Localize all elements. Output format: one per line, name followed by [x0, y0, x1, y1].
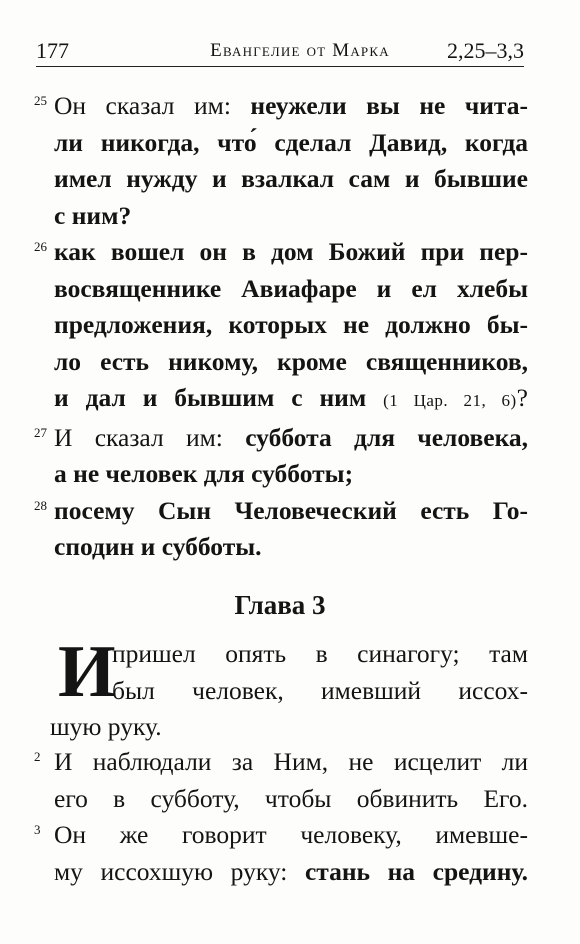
book-title: Евангелие от Марка — [210, 40, 390, 61]
verse-line: шую руку. — [50, 712, 162, 741]
chapter-verse-range: 2,25–3,3 — [447, 38, 524, 63]
scripture-reference: (1 Цар. 21, 6) — [383, 391, 517, 410]
verse-3 — [32, 817, 528, 890]
verse-line: его в субботу, чтобы обвинить Его. — [54, 783, 528, 813]
verse-line: И сказал им: суббота для человека, — [54, 422, 528, 452]
verse-line: восвященнике Авиафаре и ел хлебы — [54, 273, 528, 303]
verse-line: и дал и бывшим с ним (1 Цар. 21, 6)? — [54, 383, 528, 412]
verse-line: а не человек для субботы; — [54, 459, 354, 488]
chapter3-verse-1 — [50, 631, 528, 746]
verse-number: 27 — [34, 424, 47, 440]
verse-line: пришел опять в синагогу; там — [112, 639, 528, 668]
verse-27 — [32, 420, 528, 493]
verse-26 — [32, 234, 528, 420]
verse-line: И наблюдали за Ним, не исцелит ли — [54, 747, 528, 776]
verse-number: 28 — [34, 497, 47, 513]
running-header — [36, 36, 524, 67]
verse-line: му иссохшую руку: стань на средину. — [54, 856, 528, 886]
verses-block — [32, 88, 528, 566]
verse-28 — [32, 493, 528, 566]
verse-line: Он же говорит человеку, имевше- — [54, 820, 528, 849]
verse-line: сподин и субботы. — [54, 532, 262, 561]
verse-line: ло есть никому, кроме священников, — [54, 346, 528, 376]
verse-number: 3 — [34, 822, 41, 837]
drop-cap: И — [58, 631, 116, 713]
verse-line: как вошел он в дом Божий при пер- — [54, 237, 528, 266]
verse-2 — [32, 744, 528, 817]
verse-line: посему Сын Человеческий есть Го- — [54, 495, 528, 525]
verse-number: 25 — [34, 93, 47, 108]
verse-line: имел нужду и взалкал сам и бывшие — [54, 164, 528, 193]
verse-line: был человек, имевший иссох- — [112, 675, 528, 705]
chapter-heading: Глава 3 — [234, 590, 326, 620]
verse-line: с ним? — [54, 200, 132, 230]
verse-line: предложения, которых не должно бы- — [54, 310, 528, 339]
page-number: 177 — [36, 38, 69, 63]
chapter3-verses-2-3 — [32, 744, 528, 890]
verse-number: 26 — [34, 239, 47, 254]
verse-line: Он сказал им: неужели вы не чита- — [54, 91, 528, 120]
verse-line: ли никогда, что́ сделал Давид, когда — [54, 127, 528, 157]
verse-number: 2 — [34, 749, 41, 764]
verse-25 — [32, 88, 528, 234]
